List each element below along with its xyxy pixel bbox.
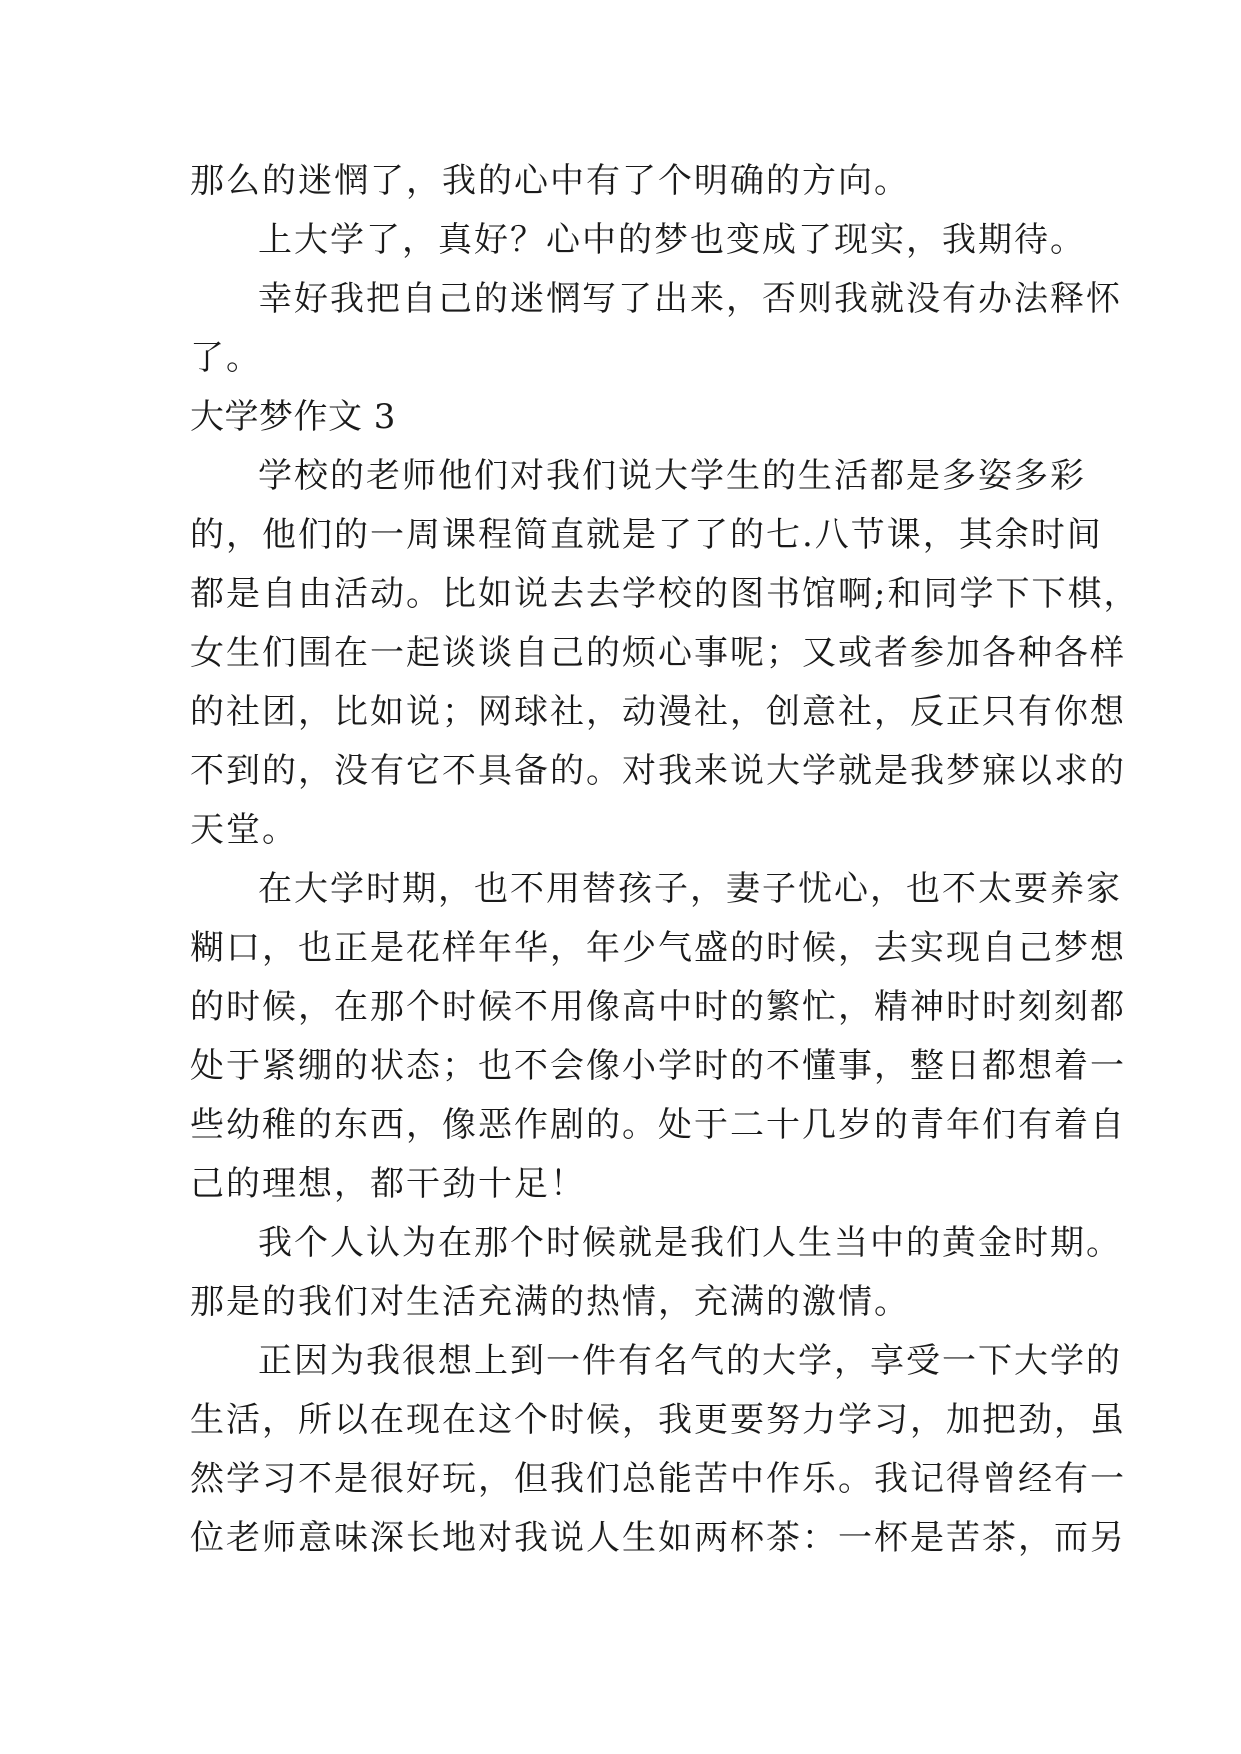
text-line: 己的理想，都干劲十足！ xyxy=(190,1164,586,1204)
text-line: 天堂。 xyxy=(190,810,298,850)
text-line: 位老师意味深长地对我说人生如两杯茶：一杯是苦茶，而另 xyxy=(190,1518,1126,1558)
text-line: 上大学了，真好？心中的梦也变成了现实，我期待。 xyxy=(258,220,1086,260)
text-line: 糊口，也正是花样年华，年少气盛的时候，去实现自己梦想 xyxy=(190,928,1126,968)
section-heading: 大学梦作文 3 xyxy=(190,397,396,437)
text-line: 不到的，没有它不具备的。对我来说大学就是我梦寐以求的 xyxy=(190,751,1126,791)
text-line: 女生们围在一起谈谈自己的烦心事呢；又或者参加各种各样 xyxy=(190,633,1126,673)
text-line: 正因为我很想上到一件有名气的大学，享受一下大学的 xyxy=(258,1341,1122,1381)
text-line: 的，他们的一周课程简直就是了了的七.八节课，其余时间 xyxy=(190,515,1103,555)
text-line: 的社团，比如说；网球社，动漫社，创意社，反正只有你想 xyxy=(190,692,1126,732)
text-line: 那是的我们对生活充满的热情，充满的激情。 xyxy=(190,1282,910,1322)
text-line: 些幼稚的东西，像恶作剧的。处于二十几岁的青年们有着自 xyxy=(190,1105,1126,1145)
text-line: 我个人认为在那个时候就是我们人生当中的黄金时期。 xyxy=(258,1223,1122,1263)
text-line: 都是自由活动。比如说去去学校的图书馆啊;和同学下下棋， xyxy=(190,574,1140,614)
text-line: 处于紧绷的状态；也不会像小学时的不懂事，整日都想着一 xyxy=(190,1046,1126,1086)
text-line: 生活，所以在现在这个时候，我更要努力学习，加把劲，虽 xyxy=(190,1400,1126,1440)
text-line: 那么的迷惘了，我的心中有了个明确的方向。 xyxy=(190,161,910,201)
text-line: 在大学时期，也不用替孩子，妻子忧心，也不太要养家 xyxy=(258,869,1122,909)
text-line: 学校的老师他们对我们说大学生的生活都是多姿多彩 xyxy=(258,456,1086,496)
text-line: 幸好我把自己的迷惘写了出来，否则我就没有办法释怀 xyxy=(258,279,1122,319)
text-line: 然学习不是很好玩，但我们总能苦中作乐。我记得曾经有一 xyxy=(190,1459,1126,1499)
text-line: 了。 xyxy=(190,338,262,378)
text-line: 的时候，在那个时候不用像高中时的繁忙，精神时时刻刻都 xyxy=(190,987,1126,1027)
document-body xyxy=(190,152,1140,1568)
